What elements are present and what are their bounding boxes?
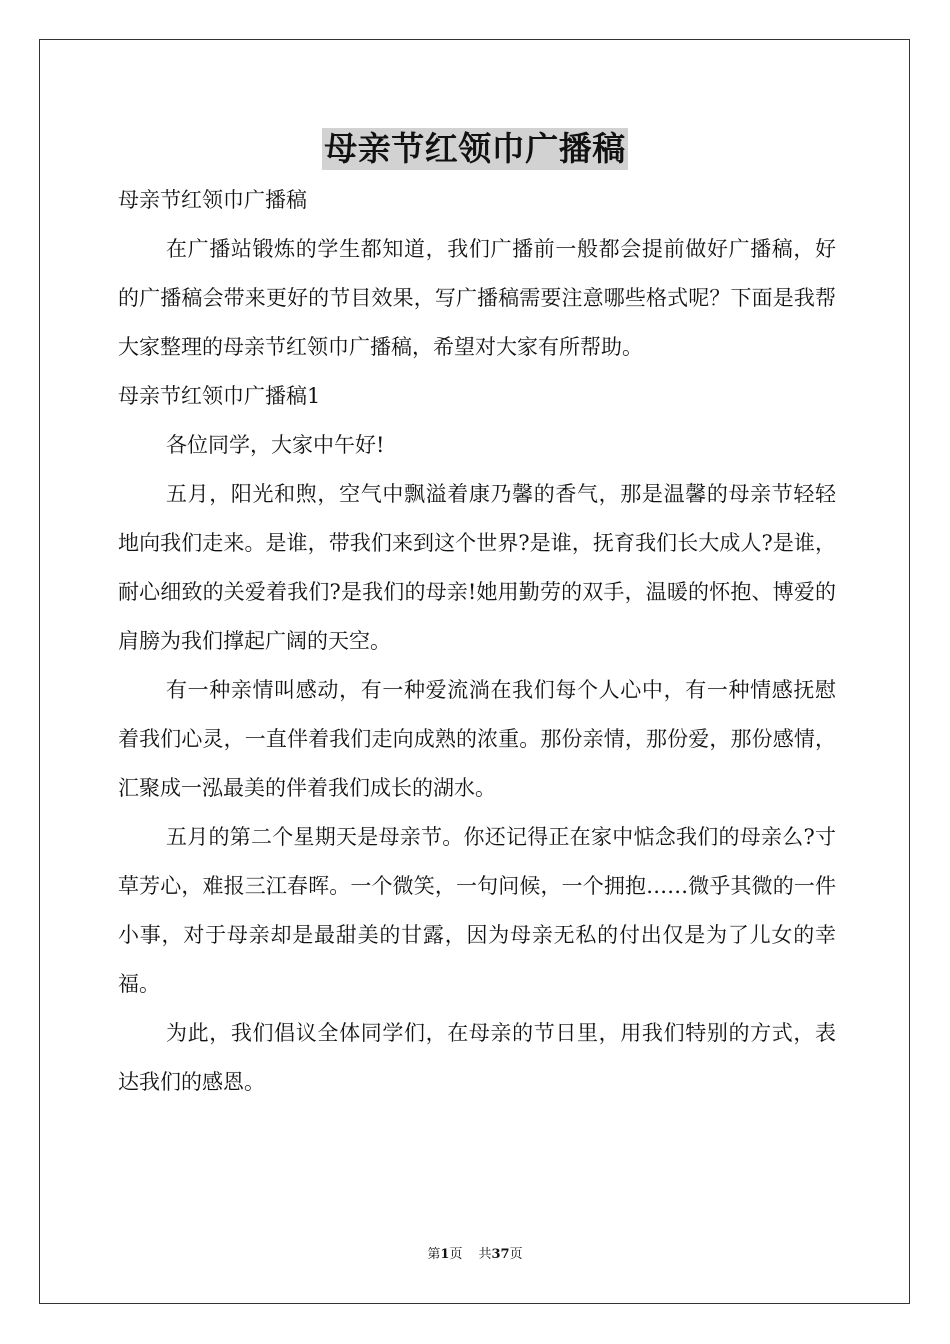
total-suffix: 页 [509,1247,523,1262]
body-paragraph: 各位同学，大家中午好! [166,433,385,457]
page-prefix: 第 [427,1247,441,1262]
body-paragraph: 为此，我们倡议全体同学们，在母亲的节日里，用我们特别的方式，表达我们的感恩。 [118,1021,836,1094]
body-paragraph: 五月的第二个星期天是母亲节。你还记得正在家中惦念我们的母亲么?寸草芳心，难报三江春晖。一个微笑，一句问候，一个拥抱……微乎其微的一件小事，对于母亲却是最甜美的甘露，因为母亲无私的付出仅是为了儿女的幸福。 [118,825,836,996]
title-container [0,128,950,170]
body-paragraph: 五月，阳光和煦，空气中飘溢着康乃馨的香气，那是温馨的母亲节轻轻地向我们走来。是谁，带我们来到这个世界?是谁，抚育我们长大成人?是谁，耐心细致的关爱着我们?是我们的母亲!她用勤劳的双手，温暖的怀抱、博爱的肩膀为我们撑起广阔的天空。 [118,482,836,653]
section-heading: 母亲节红领巾广播稿1 [118,384,321,408]
document-subtitle: 母亲节红领巾广播稿 [118,188,307,212]
total-prefix: 共 [478,1247,492,1262]
intro-paragraph: 在广播站锻炼的学生都知道，我们广播前一般都会提前做好广播稿，好的广播稿会带来更好的节目效果，写广播稿需要注意哪些格式呢？下面是我帮大家整理的母亲节红领巾广播稿，希望对大家有所帮助。 [118,237,836,359]
page-suffix: 页 [449,1247,463,1262]
body-paragraph: 有一种亲情叫感动，有一种爱流淌在我们每个人心中，有一种情感抚慰着我们心灵，一直伴着我们走向成熟的浓重。那份亲情，那份爱，那份感情，汇聚成一泓最美的伴着我们成长的湖水。 [118,678,836,800]
document-title: 母亲节红领巾广播稿 [324,129,626,168]
total-pages: 37 [491,1247,510,1262]
document-body [118,176,836,1107]
page-number: 1 [440,1247,450,1262]
page-footer [0,1246,950,1264]
